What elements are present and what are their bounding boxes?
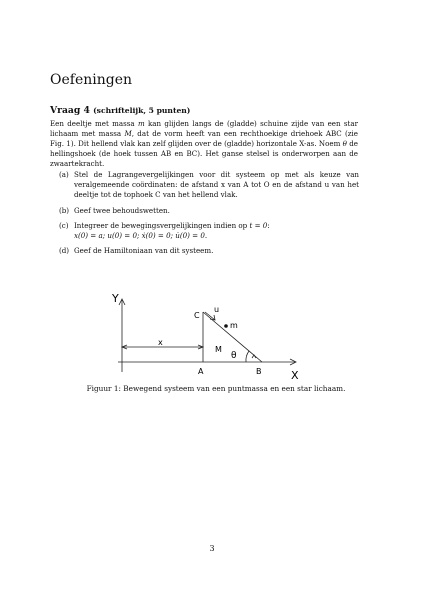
- intro-text-1: Een deeltje met massa: [50, 119, 135, 128]
- theta-arc: [246, 351, 249, 362]
- page-number: 3: [209, 544, 215, 553]
- item-text: Stel de Lagrangevergelijkingen voor dit systeem op met als keuze van veralgemeende coördinaten: de afstand x van A tot O en de afstand u van het deeltje tot de tophoek C van het hellend vlak.: [74, 170, 359, 199]
- label-x-axis: X: [291, 369, 299, 382]
- var-theta: θ: [342, 138, 347, 148]
- var-M: M: [124, 128, 132, 138]
- label-M: M: [215, 345, 222, 354]
- time-condition: t = 0: [249, 221, 268, 230]
- label-b: B: [256, 367, 262, 376]
- item-label: (a): [59, 170, 69, 179]
- question-subtitle: (schriftelijk, 5 punten): [93, 106, 191, 115]
- intro-text-2: kan glijden langs de (gladde) schuine zijde van een star lichaam met massa: [50, 119, 359, 138]
- initial-conditions: x(0) = a; u(0) = 0; ẋ(0) = 0; u̇(0) = 0.: [74, 230, 208, 240]
- label-y: Y: [112, 292, 119, 305]
- item-label: (b): [59, 206, 70, 215]
- label-m: m: [230, 321, 238, 330]
- label-c: C: [194, 311, 200, 320]
- item-text: Geef de Hamiltoniaan van dit systeem.: [74, 246, 214, 255]
- question-number: Vraag 4: [50, 105, 90, 116]
- item-text-part: :: [267, 221, 270, 230]
- item-text-part: Integreer de bewegingsvergelijkingen indien op: [74, 221, 248, 230]
- label-theta: θ: [231, 351, 237, 361]
- label-x-distance: x: [158, 338, 163, 347]
- section-title: Oefeningen: [50, 72, 133, 88]
- var-m: m: [137, 119, 145, 128]
- item-label: (c): [59, 221, 69, 230]
- intro-text-3: , dat de vorm heeft van een rechthoekige driehoek ABC (zie Fig. 1). Dit hellend vlak kan zelf glijden over de (gladde) horizontale X-as. Noem: [50, 128, 359, 148]
- item-label: (d): [59, 246, 70, 255]
- theta-arc-mark: [252, 355, 256, 358]
- label-a: A: [198, 367, 204, 376]
- figure-caption: Figuur 1: Bewegend systeem van een puntmassa en een star lichaam.: [86, 384, 346, 393]
- item-text: Geef twee behoudswetten.: [74, 206, 170, 215]
- intro-text-4: de hellingshoek (de hoek tussen AB en BC). Het ganse stelsel is onderworpen aan de zwaartekracht.: [50, 138, 358, 168]
- label-u: u: [214, 305, 220, 314]
- particle-dot: [224, 324, 228, 328]
